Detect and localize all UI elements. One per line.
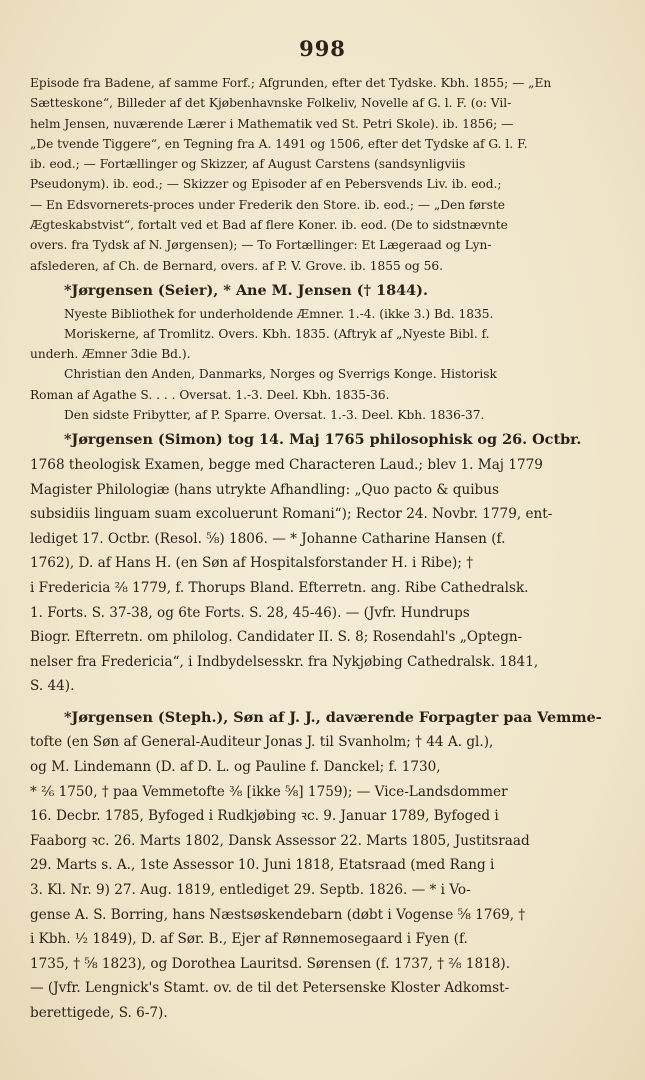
text-line: Sætteskone“, Billeder af det Kjøbenhavnske Folkeliv, Novelle af G. l. F. (o: Vil- <box>30 96 512 111</box>
text-line: berettigede, S. 6-7). <box>30 1005 168 1021</box>
work-item: Den sidste Fribytter, af P. Sparre. Oversat. 1.-3. Deel. Kbh. 1836-37. <box>64 408 485 423</box>
text-line: 3. Kl. Nr. 9) 27. Aug. 1819, entlediget 29. Septb. 1826. — * i Vo- <box>30 882 471 899</box>
entry-jorgensen-seier <box>30 279 615 304</box>
text-line: og M. Lindemann (D. af D. L. og Pauline f. Danckel; f. 1730, <box>30 759 441 776</box>
work-item: Nyeste Bibliothek for underholdende Æmner. 1.-4. (ikke 3.) Bd. 1835. <box>64 306 494 321</box>
entry-first-line: *Jørgensen (Steph.), Søn af J. J., daværende Forpagter paa Vemme- <box>64 708 602 726</box>
work-item: Christian den Anden, Danmarks, Norges og Sverrigs Konge. Historisk <box>64 367 497 382</box>
page-number: 998 <box>299 36 346 61</box>
text-line: 1768 theologisk Examen, begge med Characteren Laud.; blev 1. Maj 1779 <box>30 456 543 473</box>
continued-entry-paragraph <box>30 73 615 276</box>
work-item: Moriskerne, af Tromlitz. Overs. Kbh. 1835. (Aftryk af „Nyeste Bibl. f. <box>64 326 490 341</box>
entry-jorgensen-steph <box>30 706 615 1026</box>
work-item-continued: underh. Æmner 3die Bd.). <box>30 347 191 362</box>
text-line: Ægteskabstvist“, fortalt ved et Bad af flere Koner. ib. eod. (De to sidstnævnte <box>30 218 508 233</box>
text-line: subsidiis linguam suam excoluerunt Romani“); Rector 24. Novbr. 1779, ent- <box>30 506 553 523</box>
text-line: — En Edsvornerets-proces under Frederik den Store. ib. eod.; — „Den første <box>30 197 505 212</box>
text-line: nelser fra Fredericia“, i Indbydelsesskr. fra Nykjøbing Cathedralsk. 1841, <box>30 653 539 670</box>
text-line: S. 44). <box>30 678 75 695</box>
text-line: helm Jensen, nuværende Lærer i Mathematik ved St. Petri Skole). ib. 1856; — <box>30 116 514 131</box>
text-line: Biogr. Efterretn. om philolog. Candidater II. S. 8; Rosendahl's „Optegn- <box>30 629 523 646</box>
text-line: overs. fra Tydsk af N. Jørgensen); — To Fortællinger: Et Lægeraad og Lyn- <box>30 238 492 253</box>
text-line: i Fredericia ²⁄₈ 1779, f. Thorups Bland. Efterretn. ang. Ribe Cathedralsk. <box>30 579 529 596</box>
text-line: 1762), D. af Hans H. (en Søn af Hospitalsforstander H. i Ribe); † <box>30 555 474 572</box>
text-line: „De tvende Tiggere“, en Tegning fra A. 1491 og 1506, efter det Tydske af G. l. F. <box>30 136 528 151</box>
text-line: afslederen, af Ch. de Bernard, overs. af P. V. Grove. ib. 1855 og 56. <box>30 258 444 273</box>
text-line: Pseudonym). ib. eod.; — Skizzer og Episoder af en Pebersvends Liv. ib. eod.; <box>30 177 502 192</box>
text-line: Magister Philologiæ (hans utrykte Afhandling: „Quo pacto & quibus <box>30 481 499 498</box>
text-line: Faaborg ꝛc. 26. Marts 1802, Dansk Assessor 22. Marts 1805, Justitsraad <box>30 832 530 849</box>
text-line: ib. eod.; — Fortællinger og Skizzer, af August Carstens (sandsynligviis <box>30 157 466 172</box>
entry-first-line: *Jørgensen (Simon) tog 14. Maj 1765 philosophisk og 26. Octbr. <box>64 431 582 449</box>
text-line: tofte (en Søn af General-Auditeur Jonas J. til Svanholm; † 44 A. gl.), <box>30 734 494 751</box>
text-line: 29. Marts s. A., 1ste Assessor 10. Juni 1818, Etatsraad (med Rang i <box>30 857 495 874</box>
text-line: 16. Decbr. 1785, Byfoged i Rudkjøbing ꝛc. 9. Januar 1789, Byfoged i <box>30 808 499 825</box>
entry-jorgensen-simon <box>30 428 615 699</box>
text-line: * ²⁄₆ 1750, † paa Vemmetofte ³⁄₈ [ikke ⅝] 1759); — Vice-Landsdommer <box>30 783 508 800</box>
seier-works-list <box>30 304 615 426</box>
text-line: gense A. S. Borring, hans Næstsøskendebarn (døbt i Vogense ⅝ 1769, † <box>30 906 526 923</box>
text-line: i Kbh. ¹⁄₂ 1849), D. af Sør. B., Ejer af Rønnemosegaard i Fyen (f. <box>30 931 468 948</box>
entry-heading: *Jørgensen (Seier), * Ane M. Jensen († 1844). <box>64 281 428 299</box>
text-line: Episode fra Badene, af samme Forf.; Afgrunden, efter det Tydske. Kbh. 1855; — „En <box>30 76 552 90</box>
text-line: lediget 17. Octbr. (Resol. ⅝) 1806. — * Johanne Catharine Hansen (f. <box>30 530 506 547</box>
text-line: 1735, † ⅝ 1823), og Dorothea Lauritsd. Sørensen (f. 1737, † ²⁄₈ 1818). <box>30 955 511 972</box>
text-line: — (Jvfr. Lengnick's Stamt. ov. de til det Petersenske Kloster Adkomst- <box>30 980 510 997</box>
work-item-continued: Roman af Agathe S. . . . Oversat. 1.-3. Deel. Kbh. 1835-36. <box>30 387 390 402</box>
text-line: 1. Forts. S. 37-38, og 6te Forts. S. 28, 45-46). — (Jvfr. Hundrups <box>30 604 470 621</box>
